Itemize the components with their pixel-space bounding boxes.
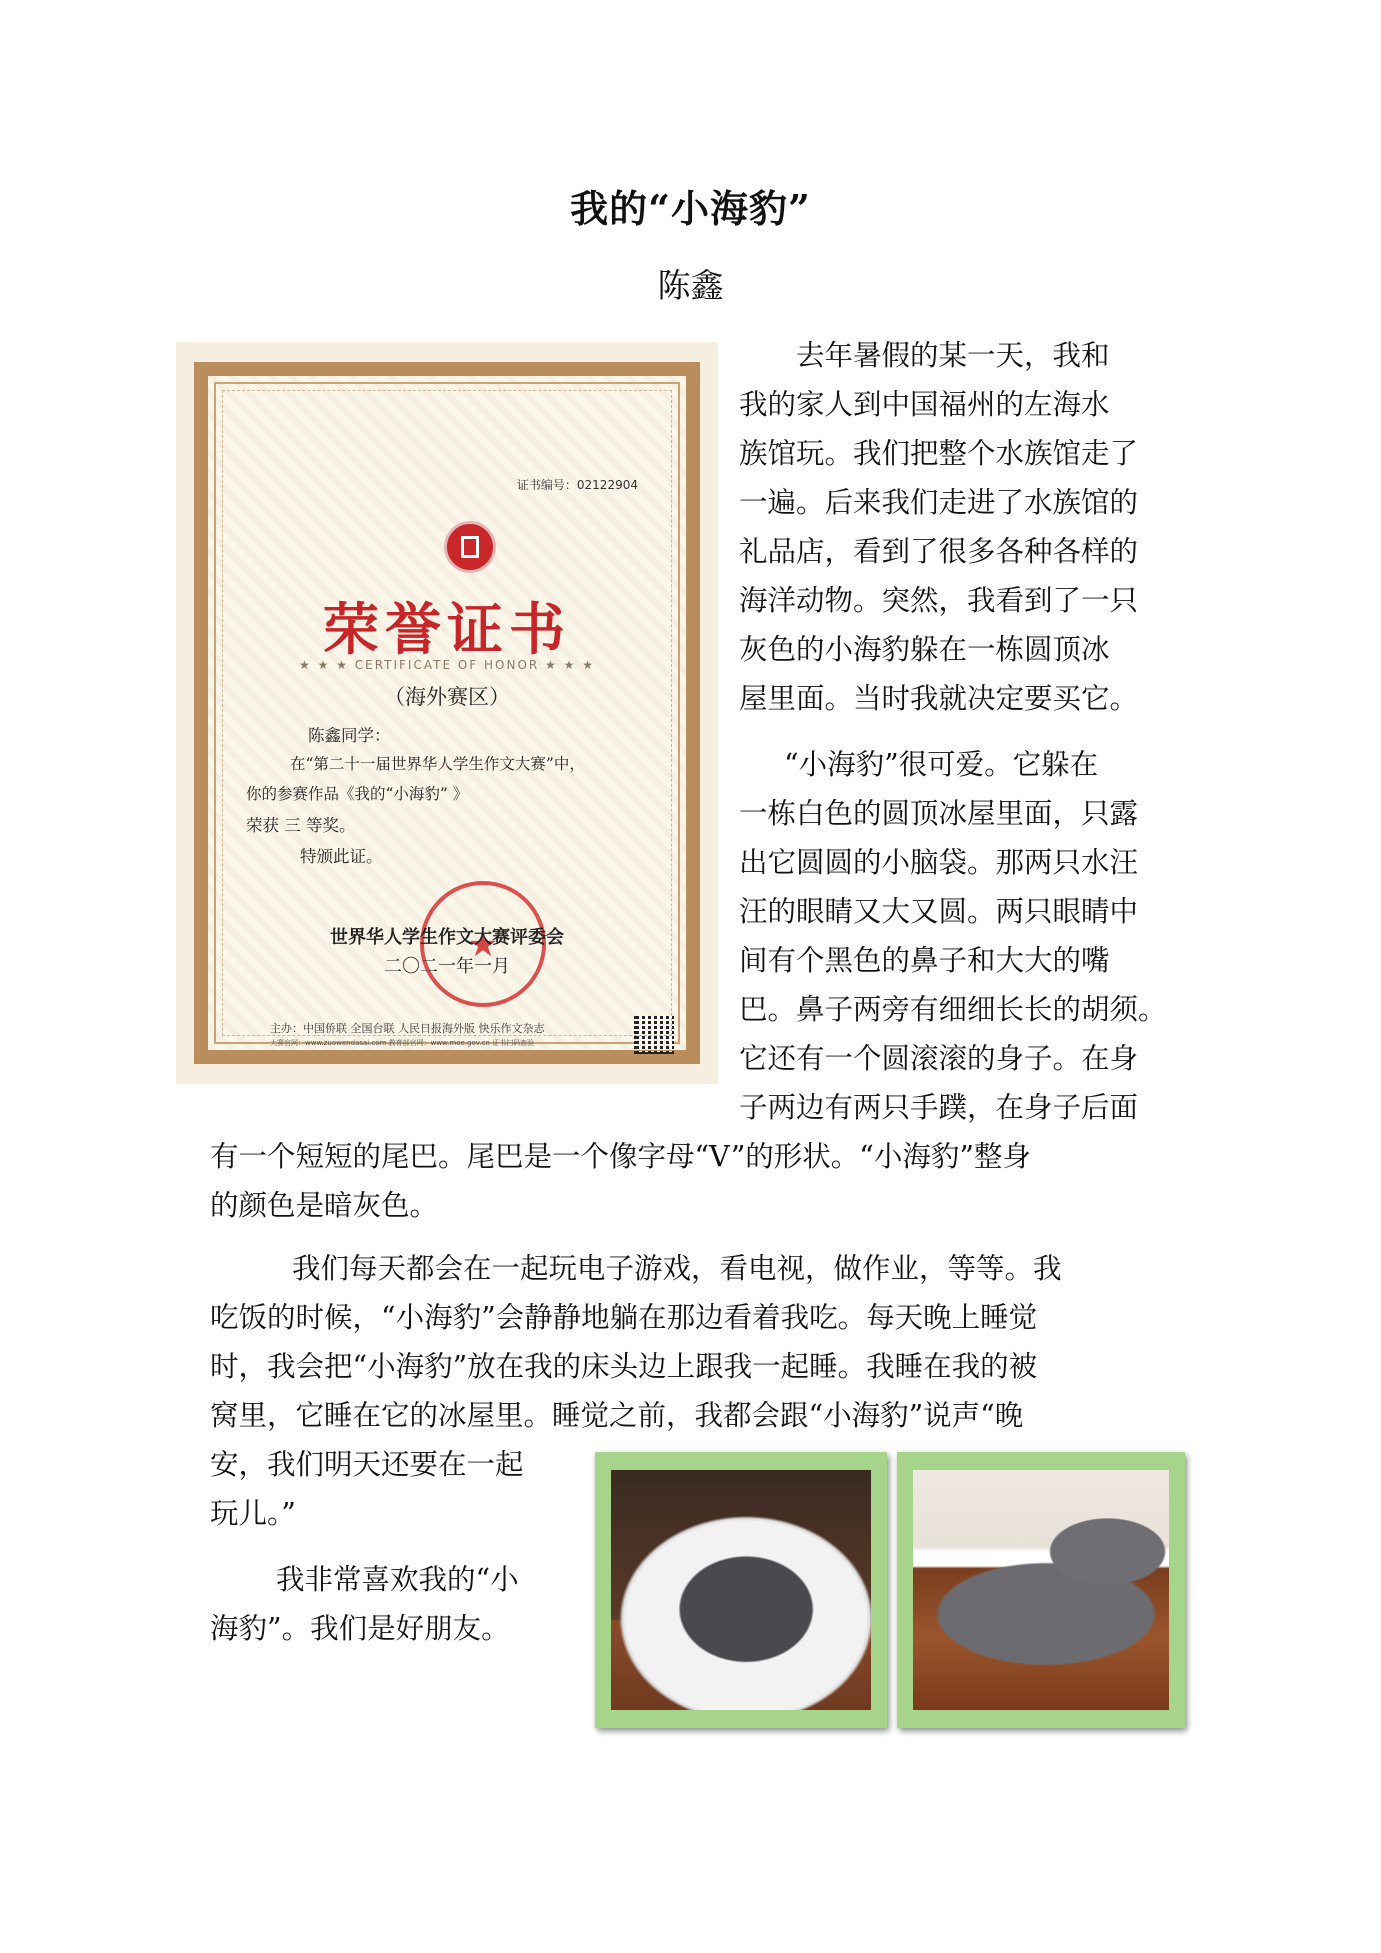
paragraph-3-tail bbox=[210, 1440, 590, 1538]
text-line: 有一个短短的尾巴。尾巴是一个像字母“V”的形状。“小海豹”整身 bbox=[210, 1140, 1031, 1173]
text-line: 我的家人到中国福州的左海水 bbox=[739, 388, 1110, 421]
certificate-sites: 大赛官网：www.zuowendasai.com 教育部官网：www.moe.gov.cn 证书扫码查验 bbox=[270, 1039, 535, 1047]
certificate-organizers: 主办：中国侨联 全国台联 人民日报海外版 快乐作文杂志 bbox=[270, 1022, 545, 1035]
text-line: 一栋白色的圆顶冰屋里面，只露 bbox=[739, 797, 1139, 830]
text-line: 去年暑假的某一天，我和 bbox=[796, 339, 1110, 372]
text-line: 汪的眼睛又大又圆。两只眼睛中 bbox=[739, 895, 1139, 928]
text-line: 安，我们明天还要在一起 bbox=[210, 1448, 524, 1481]
text-line: 间有个黑色的鼻子和大大的嘴 bbox=[739, 944, 1110, 977]
paragraph-4 bbox=[210, 1555, 590, 1653]
certificate-line-3: 荣获 三 等奖。 bbox=[246, 816, 356, 835]
text-line: “小海豹”很可爱。它躲在 bbox=[784, 748, 1099, 781]
paragraph-3 bbox=[210, 1244, 1210, 1440]
text-line: 族馆玩。我们把整个水族馆走了 bbox=[739, 437, 1139, 470]
certificate-region: （海外赛区） bbox=[384, 685, 510, 709]
text-line: 我们每天都会在一起玩电子游戏，看电视，做作业，等等。我 bbox=[292, 1252, 1062, 1285]
certificate-recipient: 陈鑫同学： bbox=[308, 726, 391, 745]
text-line: 出它圆圆的小脑袋。那两只水汪 bbox=[739, 846, 1139, 879]
seal-in-igloo-photo bbox=[595, 1452, 887, 1728]
text-line: 窝里，它睡在它的冰屋里。睡觉之前，我都会跟“小海豹”说声“晚 bbox=[210, 1399, 1024, 1432]
paragraph-2-continued bbox=[210, 1132, 1210, 1230]
seal-plush-photo bbox=[897, 1452, 1185, 1728]
author-name: 陈鑫 bbox=[657, 266, 724, 305]
text-line: 玩儿。” bbox=[210, 1497, 296, 1530]
paragraph-2 bbox=[739, 740, 1199, 1132]
certificate-title: 荣誉证书 bbox=[323, 597, 571, 663]
text-line: 时，我会把“小海豹”放在我的床头边上跟我一起睡。我睡在我的被 bbox=[210, 1350, 1038, 1383]
text-line: 子两边有两只手蹼，在身子后面 bbox=[739, 1091, 1139, 1124]
certificate-image bbox=[176, 342, 718, 1084]
certificate-line-1: 在“第二十一届世界华人学生作文大赛”中， bbox=[290, 755, 585, 773]
text-line: 礼品店，看到了很多各种各样的 bbox=[739, 535, 1139, 568]
certificate-frame bbox=[194, 362, 700, 1064]
text-line: 一遍。后来我们走进了水族馆的 bbox=[739, 486, 1139, 519]
seal-stamp bbox=[420, 881, 546, 1007]
text-line: 吃饭的时候，“小海豹”会静静地躺在那边看着我吃。每天晚上睡觉 bbox=[210, 1301, 1038, 1334]
photo-content bbox=[913, 1470, 1169, 1710]
certificate-line-4: 特颁此证。 bbox=[300, 847, 383, 866]
text-line: 我非常喜欢我的“小 bbox=[276, 1563, 519, 1596]
text-line: 灰色的小海豹躲在一栋圆顶冰 bbox=[739, 633, 1110, 666]
paragraph-1 bbox=[739, 331, 1199, 723]
certificate-number: 证书编号：02122904 bbox=[516, 478, 638, 492]
certificate-committee: 世界华人学生作文大赛评委会 bbox=[330, 927, 564, 948]
text-line: 它还有一个圆滚滚的身子。在身 bbox=[739, 1042, 1139, 1075]
text-line: 海豹”。我们是好朋友。 bbox=[210, 1612, 510, 1645]
certificate-date: 二〇二一年一月 bbox=[384, 956, 510, 977]
page-title: 我的“小海豹” bbox=[570, 186, 811, 231]
text-line: 巴。鼻子两旁有细细长长的胡须。 bbox=[739, 993, 1167, 1026]
certificate-line-2: 你的参赛作品《我的“小海豹” 》 bbox=[246, 785, 469, 803]
text-line: 屋里面。当时我就决定要买它。 bbox=[739, 682, 1139, 715]
certificate-subtitle: ★ ★ ★ CERTIFICATE OF HONOR ★ ★ ★ bbox=[299, 658, 595, 672]
qr-code-icon bbox=[634, 1014, 674, 1054]
emblem-icon bbox=[444, 521, 496, 573]
photo-content bbox=[611, 1470, 871, 1710]
text-line: 海洋动物。突然，我看到了一只 bbox=[739, 584, 1139, 617]
text-line: 的颜色是暗灰色。 bbox=[210, 1189, 439, 1222]
